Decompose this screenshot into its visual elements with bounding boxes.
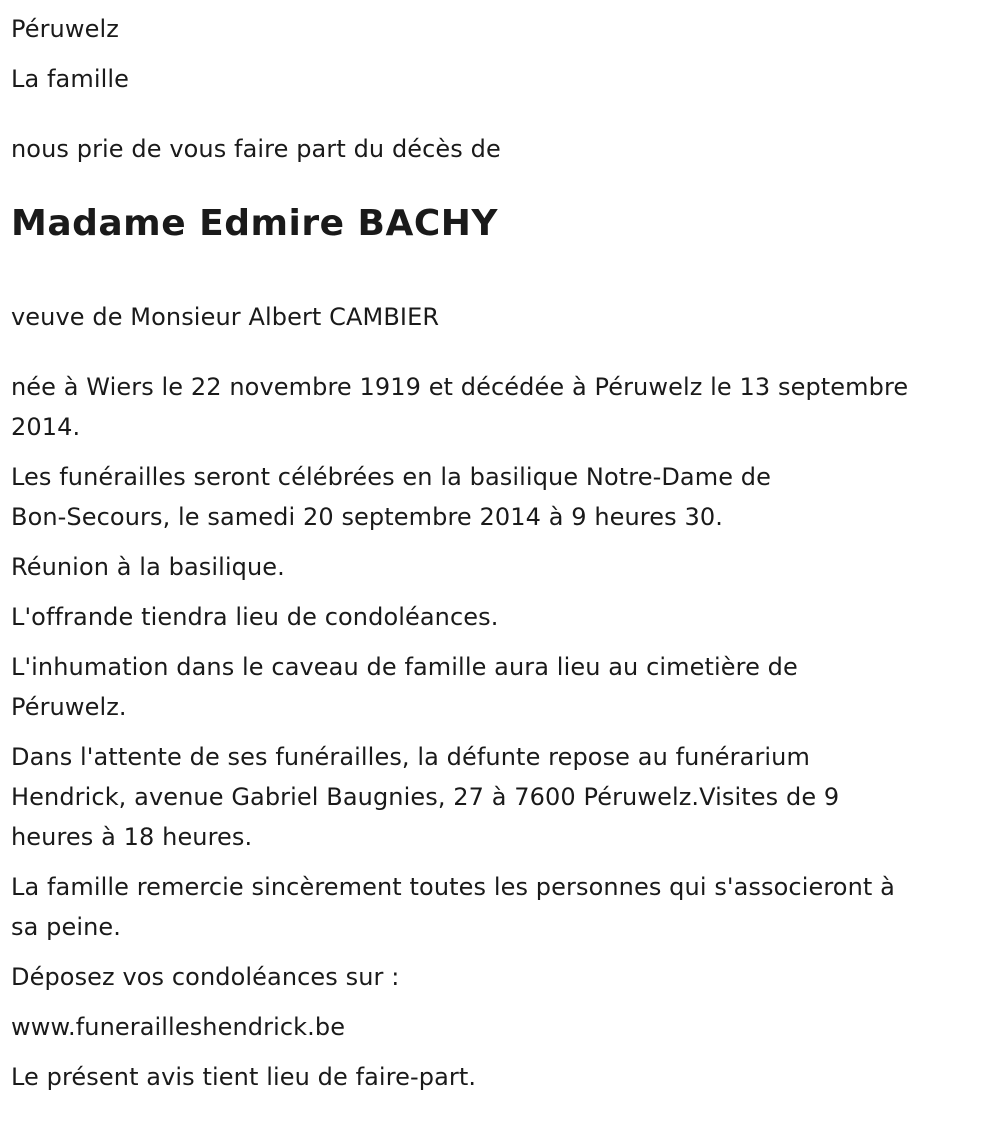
offering-line: L'offrande tiendra lieu de condoléances. [11, 603, 499, 631]
funeral-line: Bon-Secours, le samedi 20 septembre 2014 à 9 heures 30. [11, 503, 723, 531]
funeral-paragraph [11, 457, 991, 537]
closing-line: Le présent avis tient lieu de faire-part. [11, 1063, 477, 1091]
birth-death-paragraph [11, 367, 991, 447]
thanks-paragraph [11, 867, 991, 947]
spacer [11, 99, 1000, 129]
thanks-line: La famille remercie sincèrement toutes les personnes qui s'associeront à [11, 873, 895, 901]
condolences-prompt: Déposez vos condoléances sur : [11, 963, 400, 991]
intro-line: nous prie de vous faire part du décès de [11, 135, 501, 163]
thanks-line: sa peine. [11, 913, 122, 941]
meeting-line: Réunion à la basilique. [11, 553, 285, 581]
rest-line: heures à 18 heures. [11, 823, 253, 851]
family-line: La famille [11, 65, 130, 93]
burial-line: Péruwelz. [11, 693, 127, 721]
burial-line: L'inhumation dans le caveau de famille aura lieu au cimetière de [11, 653, 798, 681]
burial-paragraph [11, 647, 991, 727]
funeral-line: Les funérailles seront célébrées en la basilique Notre-Dame de [11, 463, 772, 491]
deceased-name: Madame Edmire BACHY [11, 203, 498, 244]
spouse-line: veuve de Monsieur Albert CAMBIER [11, 303, 440, 331]
city-line: Péruwelz [11, 15, 119, 43]
birth-death-line: 2014. [11, 413, 81, 441]
birth-death-line: née à Wiers le 22 novembre 1919 et décédée à Péruwelz le 13 septembre [11, 373, 909, 401]
rest-paragraph [11, 737, 991, 857]
rest-line: Dans l'attente de ses funérailles, la défunte repose au funérarium [11, 743, 810, 771]
rest-line: Hendrick, avenue Gabriel Baugnies, 27 à 7600 Péruwelz.Visites de 9 [11, 783, 840, 811]
website-link[interactable]: www.funerailleshendrick.be [11, 1013, 346, 1041]
